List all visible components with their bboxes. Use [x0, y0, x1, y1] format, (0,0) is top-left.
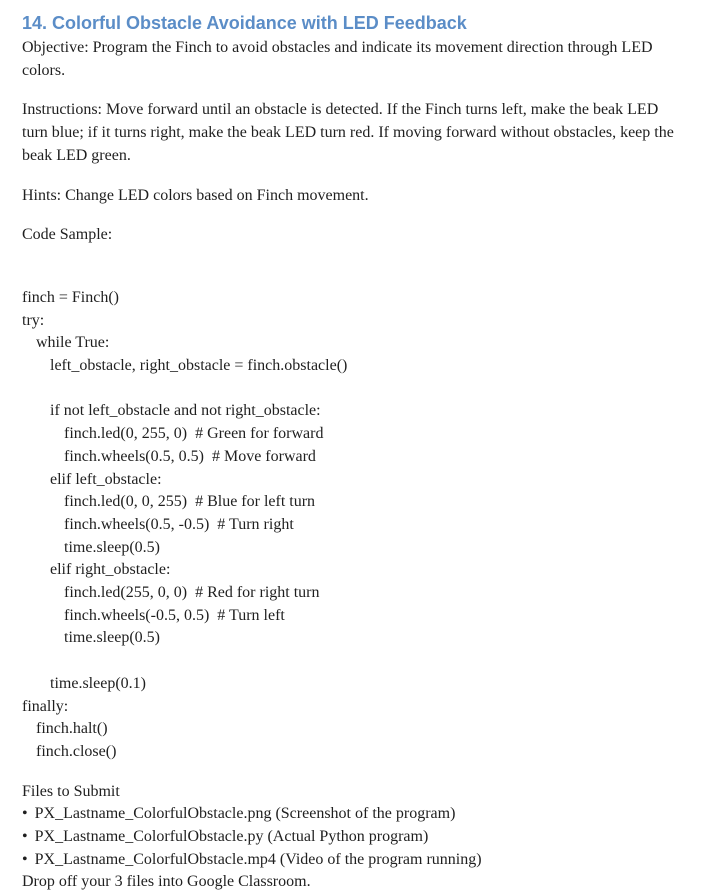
code-line: finch.wheels(-0.5, 0.5) # Turn left — [64, 606, 285, 624]
code-line: finch.wheels(0.5, 0.5) # Move forward — [64, 447, 316, 465]
file-list-item — [22, 803, 692, 826]
page-title: 14. Colorful Obstacle Avoidance with LED Feedback — [22, 13, 467, 33]
code-sample-label: Code Sample: — [22, 226, 113, 244]
code-line: time.sleep(0.5) — [64, 629, 160, 647]
code-line: while True: — [36, 334, 110, 352]
files-footer: Drop off your 3 files into Google Classroom. — [22, 873, 311, 891]
code-line: finch.led(0, 0, 255) # Blue for left turn — [64, 493, 316, 511]
file-list-item — [22, 849, 692, 872]
code-line: finally: — [22, 697, 69, 715]
file-name-text: PX_Lastname_ColorfulObstacle.py (Actual Python program) — [34, 828, 429, 846]
files-section — [22, 781, 692, 894]
code-line: finch.close() — [36, 742, 117, 760]
bullet-icon: • — [22, 805, 28, 823]
code-line: finch = Finch() — [22, 288, 119, 306]
file-name-text: PX_Lastname_ColorfulObstacle.png (Screenshot of the program) — [34, 805, 456, 823]
code-line: finch.led(0, 255, 0) # Green for forward — [64, 425, 324, 443]
files-list — [22, 803, 692, 871]
code-line: time.sleep(0.1) — [50, 674, 146, 692]
objective-paragraph: Objective: Program the Finch to avoid obstacles and indicate its movement direction through LED colors. — [22, 39, 653, 79]
code-line: time.sleep(0.5) — [64, 538, 160, 556]
code-line: if not left_obstacle and not right_obstacle: — [50, 402, 321, 420]
code-line: finch.led(255, 0, 0) # Red for right turn — [64, 584, 320, 602]
hints-paragraph: Hints: Change LED colors based on Finch movement. — [22, 186, 369, 204]
code-line: elif right_obstacle: — [50, 561, 171, 579]
code-line — [22, 378, 692, 401]
code-line: finch.wheels(0.5, -0.5) # Turn right — [64, 515, 294, 533]
files-heading: Files to Submit — [22, 782, 120, 800]
code-line: try: — [22, 311, 45, 329]
file-name-text: PX_Lastname_ColorfulObstacle.mp4 (Video of the program running) — [34, 850, 482, 868]
instructions-paragraph: Instructions: Move forward until an obstacle is detected. If the Finch turns left, make the beak LED turn blue; if it turns right, make the beak LED turn red. If moving forward without obstacles, keep the beak LED green. — [22, 101, 674, 164]
bullet-icon: • — [22, 828, 28, 846]
code-line — [22, 650, 692, 673]
code-line: elif left_obstacle: — [50, 470, 162, 488]
code-line: left_obstacle, right_obstacle = finch.obstacle() — [50, 357, 348, 375]
bullet-icon: • — [22, 850, 28, 868]
file-list-item — [22, 826, 692, 849]
code-line: finch.halt() — [36, 720, 108, 738]
code-block — [22, 287, 692, 764]
